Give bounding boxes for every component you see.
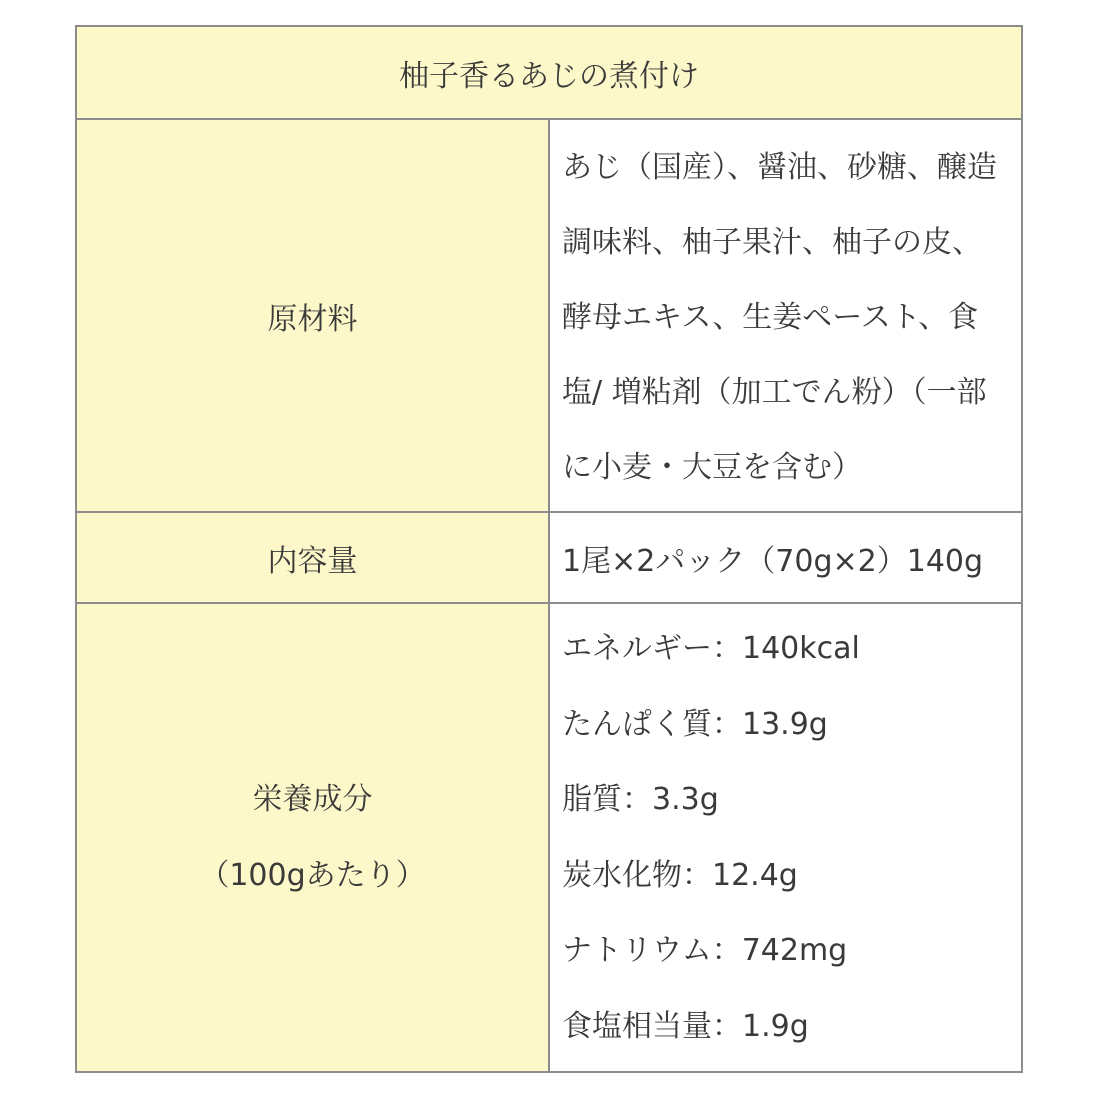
nutrition-label-title: 栄養成分 [252,781,373,817]
ingredients-row [76,119,1022,512]
product-title: 柚子香るあじの煮付け [76,26,1022,119]
nutrition-item-energy: エネルギー：140kcal [562,631,860,666]
nutrition-item-carbohydrate: 炭水化物：12.4g [562,857,798,893]
product-info-table [75,25,1023,1073]
nutrition-label-basis: （100gあたり） [199,857,426,893]
ingredients-label: 原材料 [76,119,549,512]
ingredients-value: あじ（国産）、醤油、砂糖、醸造調味料、柚子果汁、柚子の皮、酵母エキス、生姜ペースト、食塩/ 増粘剤（加工でん粉）（一部に小麦・大豆を含む） [562,150,997,485]
nutrition-item-salt: 食塩相当量：1.9g [562,1008,809,1044]
title-row [76,26,1022,119]
nutrition-row [76,603,1022,1072]
volume-row [76,512,1022,603]
nutrition-item-fat: 脂質：3.3g [562,782,719,817]
nutrition-label [76,603,549,1072]
volume-value: 1尾×2パック（70g×2）140g [549,512,1022,603]
nutrition-values-cell [549,603,1022,1072]
volume-label: 内容量 [76,512,549,603]
nutrition-item-sodium: ナトリウム：742mg [562,933,848,968]
ingredients-value-cell [549,119,1022,512]
nutrition-item-protein: たんぱく質：13.9g [562,706,828,742]
nutrition-list [562,611,1011,1064]
